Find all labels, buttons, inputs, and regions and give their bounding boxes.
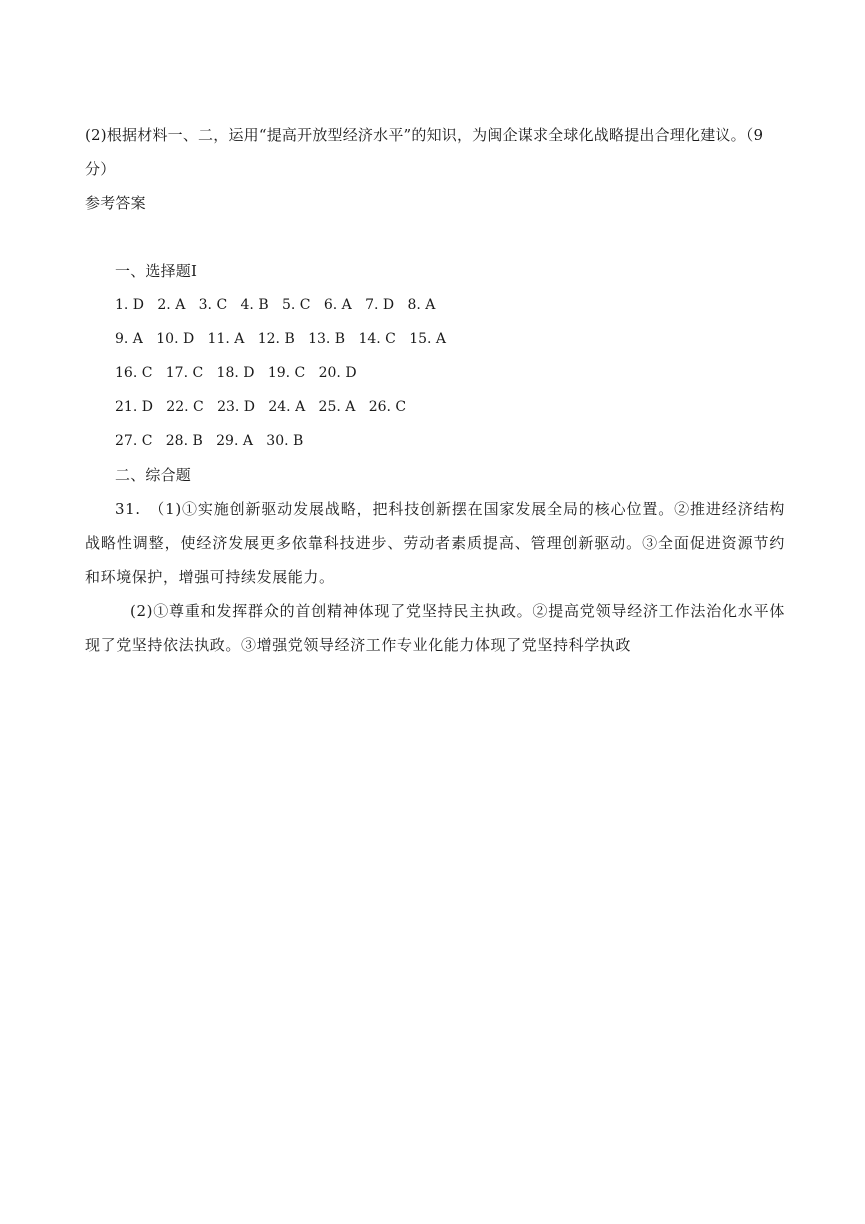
section-choice-title: 一、选择题Ⅰ <box>115 262 198 280</box>
answer-key-title: 参考答案 <box>85 194 146 212</box>
choice-answers-row: 27. C 28. B 29. A 30. B <box>115 433 304 449</box>
q31-part1-answer: 31. （1)①实施创新驱动发展战略，把科技创新摆在国家发展全局的核心位置。②推进经济结构战略性调整，使经济发展更多依靠科技进步、劳动者素质提高、管理创新驱动。③全面促进资源节约和环境保护，增强可持续发展能力。 <box>85 500 785 586</box>
choice-answers-row: 9. A 10. D 11. A 12. B 13. B 14. C 15. A <box>115 331 447 347</box>
question-line-1: (2)根据材料一、二，运用“提高开放型经济水平”的知识，为闽企谋求全球化战略提出合理化建议。（9 <box>85 126 764 144</box>
q31-part2-answer: (2)①尊重和发挥群众的首创精神体现了党坚持民主执政。②提高党领导经济工作法治化水平体现了党坚持依法执政。③增强党领导经济工作专业化能力体现了党坚持科学执政 <box>85 602 785 654</box>
choice-answers-row: 21. D 22. C 23. D 24. A 25. A 26. C <box>115 399 407 415</box>
section-comprehensive-title: 二、综合题 <box>115 466 192 484</box>
choice-answers-row: 1. D 2. A 3. C 4. B 5. C 6. A 7. D 8. A <box>115 297 436 313</box>
choice-answers-row: 16. C 17. C 18. D 19. C 20. D <box>115 365 357 381</box>
question-line-2: 分） <box>85 160 116 178</box>
